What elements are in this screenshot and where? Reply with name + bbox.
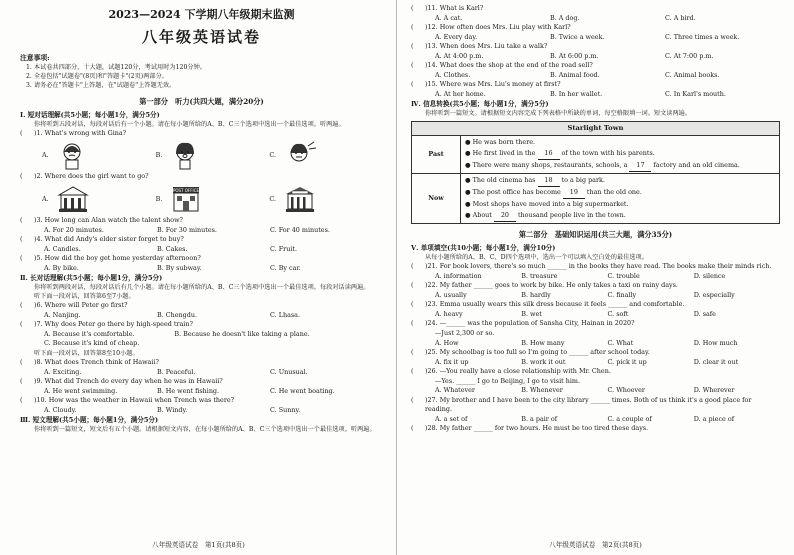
question-9: ( )9. What did Trench do every day when he was in Hawaii? [20, 377, 223, 386]
notes-heading: 注意事项: [20, 54, 50, 62]
table-label-past: Past [412, 136, 461, 174]
section-title: Ⅱ. 长对话理解(共5小题；每小题1分，满分5分) [20, 274, 163, 282]
q11-options: A. A cat. B. A dog. C. A bird. [435, 13, 696, 22]
section-title: Ⅲ. 短文理解(共5小题；每小题1分，满分5分) [20, 416, 159, 425]
q9-options: A. He went swimming. B. He went fishing. C. He went boating. [44, 386, 335, 395]
question-12: ( )12. How often does Mrs. Liu play with Karl? [411, 23, 571, 31]
bank-building-icon [57, 185, 89, 213]
sick-girl-icon [57, 140, 87, 170]
q13-options: A. At 4:00 p.m. B. At 6:00 p.m. C. At 7:00 p.m. [435, 51, 714, 60]
right-page [397, 0, 794, 555]
question-24-reply: —Just 2,300 or so. [435, 329, 495, 337]
note-item: 1. 本试卷共四部分，十大题，试题120分，考试用时为120分钟。 [26, 64, 206, 71]
q8-options: A. Exciting. B. Peaceful. C. Unusual. [44, 367, 308, 376]
section-instructions: 你将听到两段对话，每段对话后有几个小题。请在每小题所给的A、B、C三个选项中选出一个最佳选项。每段对话读两遍。 [34, 284, 370, 291]
question-25: ( )25. My schoolbag is too full so I'm going to ______ after school today. [411, 348, 650, 356]
section-title: Ⅴ. 单项填空(共10小题；每小题1分，满分10分) [411, 244, 556, 253]
question-24: ( )24. —______ was the population of Sansha City, Hainan in 2020? [411, 319, 635, 328]
q5-options: A. By bike. B. By subway. C. By car. [44, 263, 301, 272]
info-table [411, 121, 780, 224]
table-now-cell [461, 174, 780, 224]
question-4: ( )4. What did Andy's elder sister forget to buy? [20, 235, 184, 243]
question-3: ( )3. How long can Alan watch the talent show? [20, 216, 183, 224]
q1-picture-options: A. B. C. [20, 138, 383, 172]
q14-options: A. Clothes. B. Animal food. C. Animal books. [435, 70, 720, 79]
q7-options: A. Because it's comfortable. B. Because he doesn't like taking a plane. [44, 330, 310, 338]
question-13: ( )13. When does Mrs. Liu take a walk? [411, 42, 548, 50]
question-2: ( )2. Where does the girl want to go? [20, 172, 149, 181]
q15-options: A. At her home. B. In her wallet. C. In Karl's mouth. [435, 89, 726, 98]
question-8: ( )8. What does Trench think of Hawaii? [20, 358, 159, 367]
table-row: ● The post office has become 19 than the old one. [465, 187, 775, 199]
page-footer: 八年级英语试卷 第2页(共8页) [549, 541, 642, 549]
q12-options: A. Every day. B. Twice a week. C. Three times a week. [435, 32, 740, 41]
q21-options: A. information B. treasure C. trouble D. silence [435, 272, 726, 280]
listen-instruction: 听下面一段对话，回答第6至7小题。 [34, 293, 135, 301]
table-label-now: Now [412, 174, 461, 224]
q27-options: A. a set of B. a pair of C. a couple of D. a piece of [435, 414, 735, 423]
q3-options: A. For 20 minutes. B. For 30 minutes. C. For 40 minutes. [44, 225, 330, 234]
question-15: ( )15. Where was Mrs. Liu's money at first? [411, 80, 561, 88]
svg-text:POST OFFICE: POST OFFICE [173, 188, 200, 193]
table-row: ● There were many shops, restaurants, schools, a 17 factory and an old cinema. [465, 160, 775, 172]
answer-blank[interactable]: 16 [538, 148, 560, 160]
question-11: ( )11. What is Karl? [411, 4, 484, 12]
page-footer: 八年级英语试卷 第1页(共8页) [152, 541, 245, 549]
section-instructions: 你将听到五段对话，每段对话后有一个小题。请在每小题所给的A、B、C三个选项中选出一个最佳选项。听两遍。 [34, 120, 345, 128]
q24-options: A. How B. How many C. What D. How much [435, 338, 738, 347]
exam-header: 2023—2024 下学期八年级期末监测 [108, 8, 295, 21]
part-title: 第二部分 基础知识运用(共三大题，满分35分) [518, 230, 673, 240]
answer-blank[interactable]: 19 [563, 187, 585, 199]
question-26-reply: —Yes. ______ I go to Beijing, I go to visit him. [435, 376, 580, 385]
answer-blank[interactable]: 20 [494, 210, 516, 222]
section-title: Ⅳ. 信息转换(共5小题；每小题1分，满分5分) [411, 100, 549, 108]
note-item: 3. 请务必在"答题卡"上答题，在"试题卷"上答题无效。 [26, 82, 176, 90]
answer-blank[interactable]: 18 [538, 175, 560, 187]
question-28: ( )28. My father ______ for two hours. He must be too tired these days. [411, 424, 649, 433]
table-past-cell [461, 136, 780, 174]
note-item: 2. 全卷包括"试题卷"(8页)和"答题卡"(2页)两部分。 [26, 73, 168, 81]
post-office-icon [170, 185, 202, 213]
question-7: ( )7. Why does Peter go there by high-speed train? [20, 320, 193, 329]
table-title: Starlight Town [412, 122, 780, 136]
q7-option-c: C. Because it's kind of cheap. [44, 339, 140, 348]
exam-title: 八年级英语试卷 [141, 28, 261, 46]
table-row: ● About 20 thousand people live in the town. [465, 210, 775, 222]
q22-options: A. usually B. hardly C. finally D. especially [435, 291, 735, 299]
q25-options: A. fix it up B. work it out C. pick it up D. clear it out [435, 357, 739, 366]
question-23: ( )23. Emma usually wears this silk dress because it feels ______ and comfortable. [411, 300, 685, 309]
section-instructions: 从每小题所给的A、B、C、D四个选项中，选出一个可以填入空白处的最佳选项。 [425, 254, 648, 262]
girl-toothache-icon [170, 140, 200, 170]
part-title: 第一部分 听力(共四大题，满分20分) [139, 96, 264, 106]
q4-options: A. Candles. B. Cakes. C. Fruit. [44, 244, 297, 253]
question-14: ( )14. What does the shop at the end of the road sell? [411, 61, 593, 69]
table-row: ● Most shops have moved into a big supermarket. [465, 200, 629, 209]
q23-options: A. heavy B. wet C. soft D. safe [435, 310, 716, 318]
answer-blank[interactable]: 17 [629, 160, 651, 172]
question-27: ( )27. My brother and I have been to the city library ______ times. Both of us think it's a good place for reading. [411, 395, 752, 414]
question-5: ( )5. How did the boy get home yesterday afternoon? [20, 254, 201, 262]
q10-options: A. Cloudy. B. Windy. C. Sunny. [44, 405, 301, 414]
section-instructions: 你将听到一篇短文。请根据短文内容完成下列表格中所缺的单词，每空格限填一词。短文读两遍。 [425, 110, 692, 117]
table-row: ● He was born there. [465, 138, 536, 147]
q26-options: A. Whatever B. Whenever C. Whoever D. Wherever [435, 386, 735, 395]
question-1: ( )1. What's wrong with Gina? [20, 128, 127, 137]
section-instructions: 你将听到一篇短文，短文后有五个小题。请根据短文内容，在每小题所给的A、B、C三个选项中选出一个最佳选项。听两遍。 [34, 426, 376, 434]
question-6: ( )6. Where will Peter go first? [20, 301, 128, 310]
question-26: ( )26. —You really have a close relationship with Mr. Chen. [411, 367, 611, 375]
section-title: Ⅰ. 短对话理解(共5小题；每小题1分，满分5分) [20, 110, 160, 119]
library-building-icon [284, 185, 316, 213]
question-10: ( )10. How was the weather in Hawaii when Trench was there? [20, 396, 235, 405]
table-row: ● He first lived in the 16 of the town with his parents. [465, 148, 775, 160]
q6-options: A. Nanjing. B. Chengdu. C. Lhasa. [44, 311, 301, 319]
listen-instruction: 听下面一段对话，回答第8至10小题。 [34, 349, 139, 357]
question-22: ( )22. My father ______ goes to work by bike. He only takes a taxi on rainy days. [411, 281, 678, 290]
q2-picture-options: A. B. POST OFFICE C. [20, 182, 383, 216]
question-21: ( )21. For book lovers, there's so much ______ in the books they have read. The books make their minds rich. [411, 262, 772, 271]
girl-headache-icon [284, 140, 318, 170]
table-row: ● The old cinema has 18 to a big park. [465, 175, 775, 187]
